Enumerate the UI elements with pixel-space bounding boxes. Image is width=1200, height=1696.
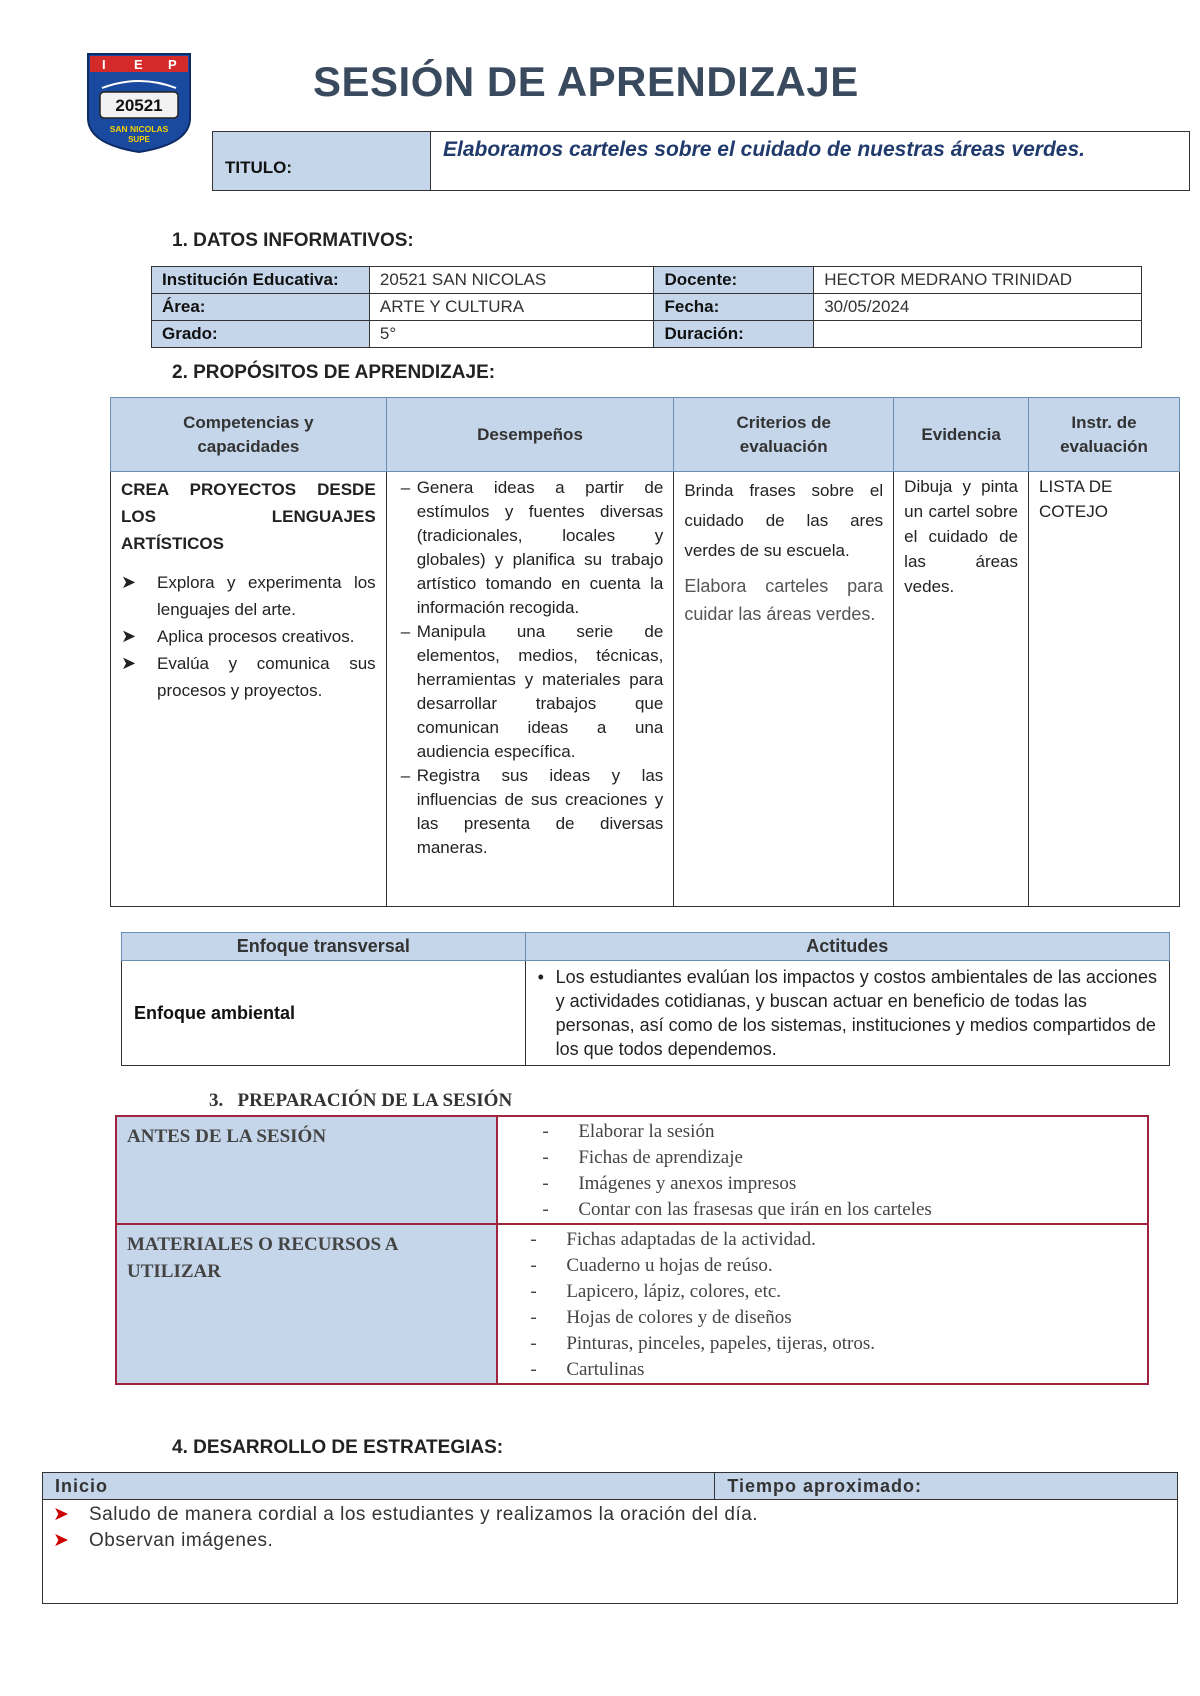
- inicio-header: Inicio: [43, 1473, 715, 1500]
- criterio-text: Elabora carteles para cuidar las áreas verdes.: [684, 576, 884, 624]
- propositos-heading: 2. PROPÓSITOS DE APRENDIZAJE:: [172, 362, 496, 383]
- datos-key: Institución Educativa:: [152, 267, 370, 294]
- dash-bullet-icon: -: [530, 1255, 537, 1276]
- capacidad-text: Aplica procesos creativos.: [157, 627, 355, 646]
- antes-item: Contar con las frasesas que irán en los carteles: [578, 1199, 932, 1220]
- page-title: SESIÓN DE APRENDIZAJE: [313, 58, 859, 105]
- arrow-bullet-icon: ➤: [121, 653, 137, 673]
- enfoque-name: Enfoque ambiental: [122, 961, 526, 1066]
- list-item: [121, 569, 376, 623]
- column-header: Criterios de evaluación: [674, 398, 894, 472]
- antes-item: Elaborar la sesión: [578, 1121, 715, 1142]
- preparacion-heading: [209, 1090, 512, 1112]
- competencia-title: CREA PROYECTOS DESDE LOS LENGUAJES: [121, 480, 376, 526]
- desarrollo-table: [42, 1472, 1178, 1604]
- table-row: [43, 1500, 1178, 1604]
- bullet-icon: •: [537, 967, 544, 987]
- dash-bullet-icon: -: [530, 1307, 537, 1328]
- list-item: [530, 1253, 1137, 1279]
- materiales-label: MATERIALES O RECURSOS A UTILIZAR: [116, 1224, 497, 1384]
- dash-bullet-icon: -: [530, 1229, 537, 1250]
- column-header: Instr. de evaluación: [1029, 398, 1180, 472]
- competencia-title-end: ARTÍSTICOS: [121, 534, 224, 553]
- inicio-item: Saludo de manera cordial a los estudiantes y realizamos la oración del día.: [89, 1504, 759, 1525]
- table-row: [122, 933, 1170, 961]
- inicio-item: Observan imágenes.: [89, 1530, 274, 1551]
- datos-value: 30/05/2024: [814, 294, 1142, 321]
- datos-value: [814, 321, 1142, 348]
- table-row: [111, 398, 1180, 472]
- table-row: [43, 1473, 1178, 1500]
- list-item: [530, 1305, 1137, 1331]
- table-row: [152, 267, 1142, 294]
- dash-bullet-icon: –: [400, 478, 411, 497]
- dash-bullet-icon: –: [400, 766, 411, 785]
- column-header: Evidencia: [894, 398, 1029, 472]
- criterios-cell: [674, 472, 894, 907]
- competencias-cell: [111, 472, 387, 907]
- datos-table: [151, 266, 1142, 348]
- list-item: [121, 650, 376, 704]
- datos-value: ARTE Y CULTURA: [369, 294, 654, 321]
- antes-list: [497, 1116, 1148, 1224]
- column-header: Desempeños: [386, 398, 674, 472]
- school-logo: [82, 48, 196, 154]
- desempeno-text: Registra sus ideas y las influencias de sus creaciones y las presenta de diversas maneras.: [416, 766, 664, 857]
- dash-bullet-icon: -: [542, 1121, 549, 1142]
- list-item: [542, 1119, 1137, 1145]
- datos-value: HECTOR MEDRANO TRINIDAD: [814, 267, 1142, 294]
- table-row: [152, 321, 1142, 348]
- desarrollo-heading: 4. DESARROLLO DE ESTRATEGIAS:: [172, 1437, 504, 1458]
- datos-value: 20521 SAN NICOLAS: [369, 267, 654, 294]
- table-row: [152, 294, 1142, 321]
- column-header: Competencias y capacidades: [111, 398, 387, 472]
- list-item: [542, 1145, 1137, 1171]
- logo-letter: I: [102, 57, 106, 72]
- list-item: [401, 764, 664, 860]
- arrow-bullet-icon: ➤: [53, 1504, 70, 1525]
- titulo-value: Elaboramos carteles sobre el cuidado de nuestras áreas verdes.: [443, 138, 1085, 161]
- logo-letter: P: [168, 57, 177, 72]
- actitud-cell: [525, 961, 1169, 1066]
- desempeno-text: Genera ideas a partir de estímulos y fuentes diversas (tradicionales, locales y globales) y planifica su trabajo artístico tomando en cuenta la información recogida.: [416, 478, 664, 617]
- list-item: [530, 1279, 1137, 1305]
- desempeno-text: Manipula una serie de elementos, medios, técnicas, herramientas y materiales para desarrollar trabajos que comunican ideas a una audiencia específica.: [416, 622, 664, 761]
- instrumento-cell: LISTA DE COTEJO: [1029, 472, 1180, 907]
- list-item: [530, 1227, 1137, 1253]
- arrow-bullet-icon: ➤: [121, 572, 137, 592]
- list-item: [53, 1528, 1167, 1554]
- datos-value: 5°: [369, 321, 654, 348]
- datos-heading: 1. DATOS INFORMATIVOS:: [172, 230, 414, 251]
- capacidad-text: Evalúa y comunica sus procesos y proyectos.: [157, 654, 376, 700]
- dash-bullet-icon: -: [530, 1333, 537, 1354]
- table-row: [122, 961, 1170, 1066]
- table-row: [116, 1116, 1148, 1224]
- list-item: [401, 620, 664, 764]
- datos-key: Área:: [152, 294, 370, 321]
- arrow-bullet-icon: ➤: [53, 1530, 70, 1551]
- material-item: Cuaderno u hojas de reúso.: [566, 1255, 773, 1276]
- materiales-list: [497, 1224, 1148, 1384]
- list-item: [530, 1331, 1137, 1357]
- propositos-table: [110, 397, 1180, 907]
- list-item: [542, 1197, 1137, 1223]
- list-item: [530, 1357, 1137, 1383]
- dash-bullet-icon: –: [400, 622, 411, 641]
- logo-letter: E: [134, 57, 143, 72]
- titulo-box: [212, 131, 1190, 191]
- criterio-text: Brinda frases sobre el cuidado de las ares verdes de su escuela.: [684, 481, 884, 560]
- preparacion-heading-num: 3.: [209, 1090, 224, 1111]
- material-item: Fichas adaptadas de la actividad.: [566, 1229, 816, 1250]
- material-item: Pinturas, pinceles, papeles, tijeras, otros.: [566, 1333, 876, 1354]
- table-row: [111, 472, 1180, 907]
- actitud-text: Los estudiantes evalúan los impactos y costos ambientales de las acciones y actividades cotidianas, y buscan actuar en beneficio de todas las personas, así como de los sistemas, instituciones y medios compartidos de los que todos dependemos.: [555, 967, 1157, 1059]
- tiempo-header: Tiempo aproximado:: [715, 1473, 1178, 1500]
- desempenos-list: [401, 476, 664, 860]
- dash-bullet-icon: -: [542, 1173, 549, 1194]
- antes-item: Fichas de aprendizaje: [578, 1147, 743, 1168]
- list-item: [542, 1171, 1137, 1197]
- list-item: [53, 1502, 1167, 1528]
- capacidad-text: Explora y experimenta los lenguajes del arte.: [157, 573, 376, 619]
- enfoque-table: [121, 932, 1170, 1066]
- titulo-label: TITULO:: [213, 132, 431, 190]
- dash-bullet-icon: -: [530, 1281, 537, 1302]
- datos-key: Grado:: [152, 321, 370, 348]
- column-header: Actitudes: [525, 933, 1169, 961]
- column-header: Enfoque transversal: [122, 933, 526, 961]
- logo-number: 20521: [115, 96, 163, 115]
- table-row: [116, 1224, 1148, 1384]
- antes-item: Imágenes y anexos impresos: [578, 1173, 797, 1194]
- capacidades-list: [121, 569, 376, 704]
- datos-key: Duración:: [654, 321, 814, 348]
- logo-caption: SAN NICOLAS: [109, 124, 169, 134]
- logo-caption: SUPE: [128, 135, 150, 144]
- desempenos-cell: [386, 472, 674, 907]
- evidencia-cell: Dibuja y pinta un cartel sobre el cuidado de las áreas vedes.: [894, 472, 1029, 907]
- preparacion-heading-text: PREPARACIÓN DE LA SESIÓN: [237, 1090, 513, 1111]
- list-item: [401, 476, 664, 620]
- preparacion-table: [115, 1115, 1149, 1385]
- material-item: Hojas de colores y de diseños: [566, 1307, 792, 1328]
- material-item: Lapicero, lápiz, colores, etc.: [566, 1281, 782, 1302]
- dash-bullet-icon: -: [542, 1199, 549, 1220]
- arrow-bullet-icon: ➤: [121, 626, 137, 646]
- antes-label: ANTES DE LA SESIÓN: [116, 1116, 497, 1224]
- inicio-content: [43, 1500, 1178, 1604]
- list-item: [121, 623, 376, 650]
- dash-bullet-icon: -: [542, 1147, 549, 1168]
- material-item: Cartulinas: [566, 1359, 645, 1380]
- datos-key: Docente:: [654, 267, 814, 294]
- dash-bullet-icon: -: [530, 1359, 537, 1380]
- datos-key: Fecha:: [654, 294, 814, 321]
